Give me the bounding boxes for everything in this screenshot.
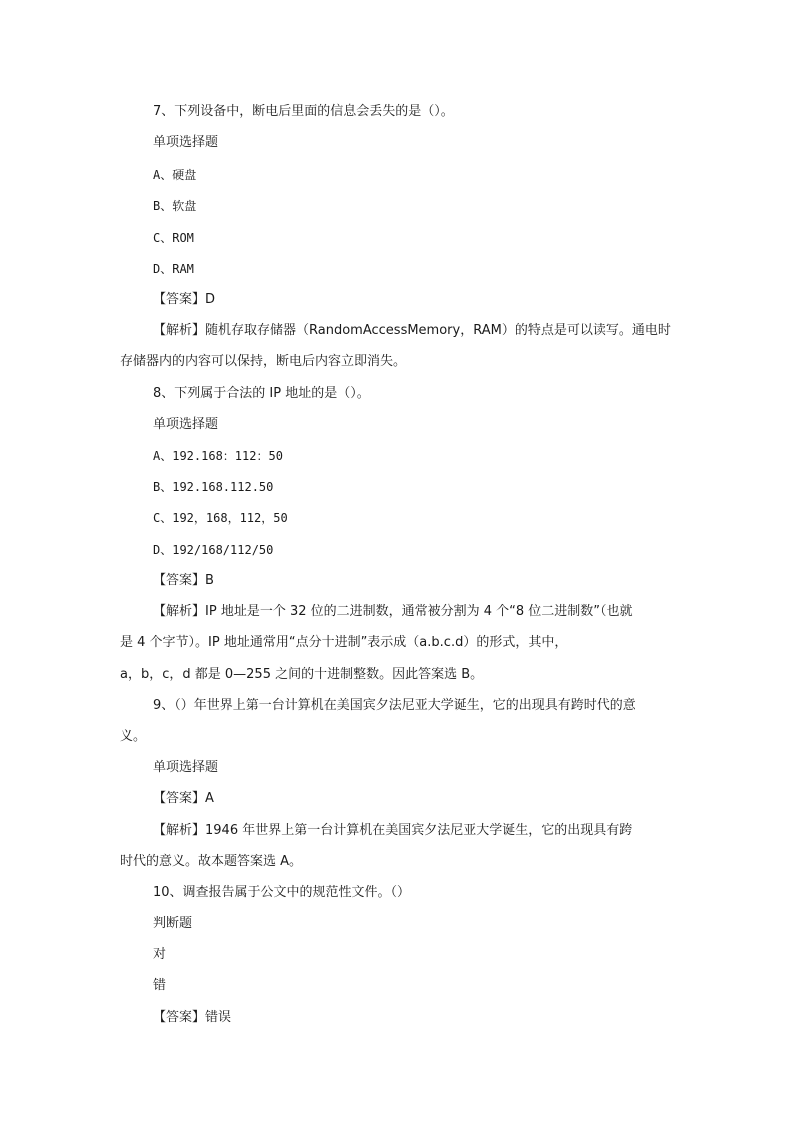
q7-answer-label: 【答案】 — [153, 292, 206, 307]
q8-analysis-text1: IP 地址是一个 32 位的二进制数，通常被分割为 4 个“8 位二进制数”（也就 — [205, 604, 633, 619]
q8-analysis-line2: 是 4 个字节）。IP 地址通常用“点分十进制”表示成（a.b.c.d）的形式，其中， — [120, 635, 568, 650]
q7-analysis-line2: 存储器内的内容可以保持，断电后内容立即消失。 — [120, 354, 407, 369]
q8-analysis-line3: a，b，c，d 都是 0—255 之间的十进制整数。因此答案选 B。 — [120, 667, 484, 682]
q7-answer — [153, 291, 215, 309]
q9-answer — [153, 790, 214, 808]
q7-option-a: A、硬盘 — [153, 168, 197, 182]
q9-analysis-text1: 1946 年世界上第一台计算机在美国宾夕法尼亚大学诞生，它的出现具有跨 — [205, 823, 633, 838]
q9-analysis-label: 【解析】 — [153, 823, 206, 838]
q10-type: 判断题 — [153, 916, 193, 931]
q9-analysis-line1 — [153, 822, 632, 840]
q8-answer-label: 【答案】 — [153, 573, 206, 588]
q7-type: 单项选择题 — [153, 135, 219, 150]
q7-analysis-label: 【解析】 — [153, 323, 206, 338]
q9-type: 单项选择题 — [153, 760, 219, 775]
q7-option-b: B、软盘 — [153, 199, 197, 213]
q8-option-d: D、192/168/112/50 — [153, 543, 274, 557]
q10-answer — [153, 1009, 231, 1027]
q8-answer-value: B — [205, 573, 214, 588]
q8-analysis-line1 — [153, 603, 633, 621]
q7-question: 7、下列设备中，断电后里面的信息会丢失的是（）。 — [153, 104, 454, 119]
q7-option-d: D、RAM — [153, 262, 194, 276]
q8-option-a: A、192.168：112：50 — [153, 449, 283, 463]
q7-answer-value: D — [205, 292, 216, 307]
q8-type: 单项选择题 — [153, 417, 219, 432]
q10-answer-value: 错误 — [205, 1010, 232, 1025]
q10-answer-label: 【答案】 — [153, 1010, 206, 1025]
q9-answer-value: A — [205, 791, 214, 806]
q9-question-line2: 义。 — [120, 729, 147, 744]
q8-option-b: B、192.168.112.50 — [153, 480, 274, 494]
q7-analysis-line1 — [153, 322, 671, 340]
q7-option-c: C、ROM — [153, 231, 194, 245]
q8-answer — [153, 572, 214, 590]
q7-analysis-text1: 随机存取存储器（RandomAccessMemory，RAM）的特点是可以读写。通电时 — [205, 323, 671, 338]
q8-analysis-label: 【解析】 — [153, 604, 206, 619]
q9-answer-label: 【答案】 — [153, 791, 206, 806]
q10-option-true: 对 — [153, 947, 167, 962]
q9-analysis-line2: 时代的意义。故本题答案选 A。 — [120, 854, 303, 869]
q9-question-line1: 9、（）年世界上第一台计算机在美国宾夕法尼亚大学诞生，它的出现具有跨时代的意 — [153, 698, 636, 713]
q10-option-false: 错 — [153, 978, 167, 993]
q8-option-c: C、192，168，112，50 — [153, 511, 288, 525]
q8-question: 8、下列属于合法的 IP 地址的是（）。 — [153, 386, 370, 401]
q10-question: 10、调查报告属于公文中的规范性文件。（） — [153, 885, 411, 900]
